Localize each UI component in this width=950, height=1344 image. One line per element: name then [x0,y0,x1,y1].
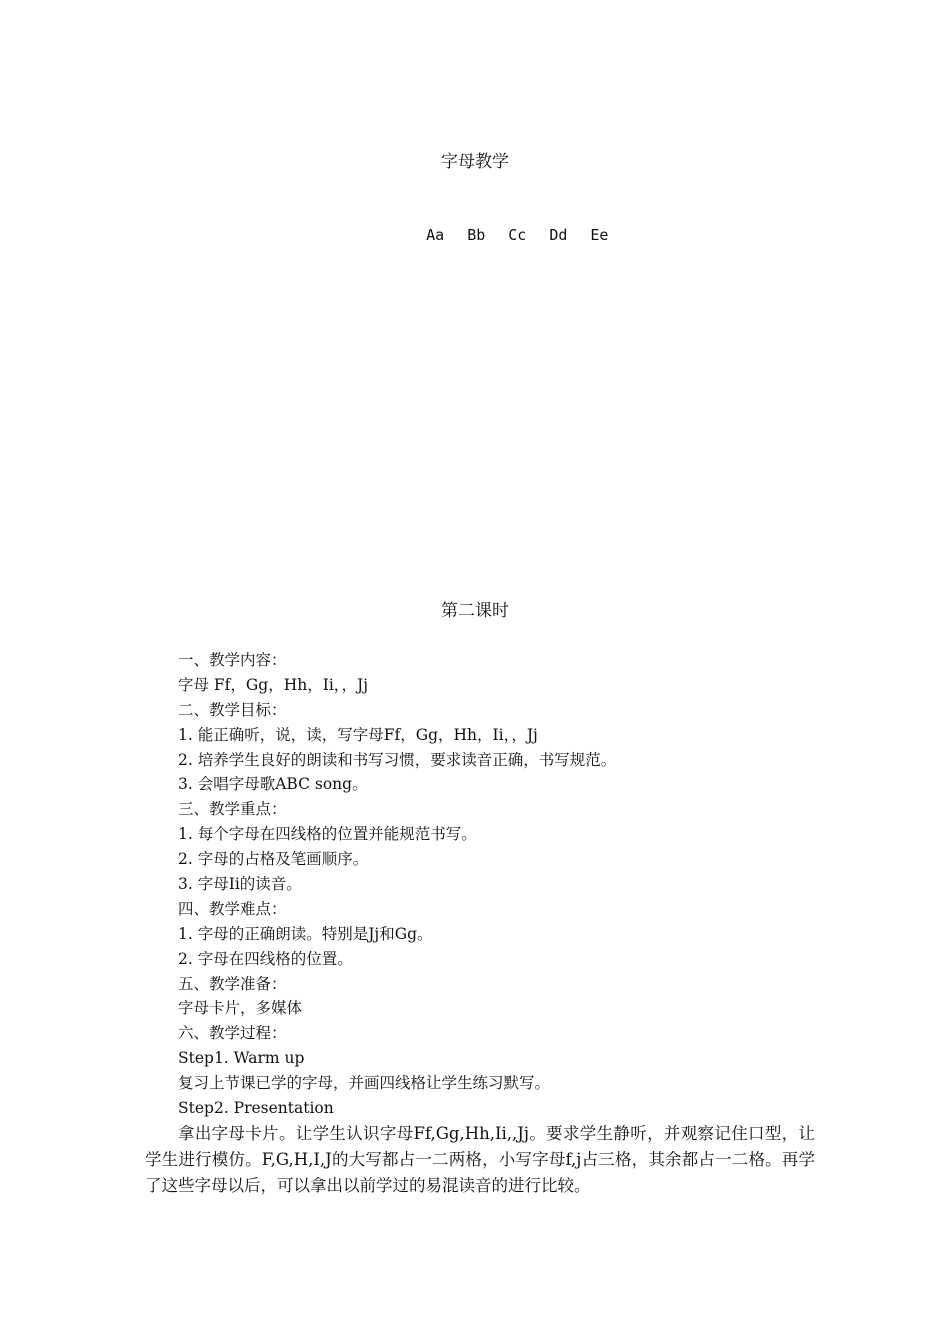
key-point-item: 3. 字母Ii的读音。 [178,875,302,894]
step-text: 复习上节课已学的字母，并画四线格让学生练习默写。 [178,1074,551,1093]
section-heading-goals: 二、教学目标： [178,700,287,719]
key-point-item: 2. 字母的占格及笔画顺序。 [178,850,369,869]
document-title: 字母教学 [441,152,509,172]
letter-pair: Ee [590,226,609,244]
content-line: 字母 Ff，Gg，Hh，Ii，，Jj [178,675,369,694]
letter-list [390,202,608,268]
difficulty-item: 2. 字母在四线格的位置。 [178,949,353,968]
presentation-paragraph: 拿出字母卡片。让学生认识字母Ff,Gg,Hh,Ii,,Jj。要求学生静听，并观察记住口型，让学生进行模仿。F,G,H,I,J的大写都占一二两格，小写字母f,j占三格，其余都占一二格。再学了这些字母以后，可以拿出以前学过的易混读音的进行比较。 [145,1124,815,1195]
preparation-line: 字母卡片，多媒体 [178,999,303,1018]
step-heading: Step1. Warm up [178,1049,305,1068]
section-heading-content: 一、教学内容： [178,651,287,669]
letter-pair: Aa [426,226,445,244]
lesson-title: 第二课时 [441,601,509,621]
key-point-item: 1. 每个字母在四线格的位置并能规范书写。 [178,825,477,844]
step-heading: Step2. Presentation [178,1099,334,1118]
section-heading-difficulties: 四、教学难点： [178,899,287,918]
letter-pair: Dd [549,226,568,244]
section-heading-key-points: 三、教学重点： [178,800,287,819]
section-heading-preparation: 五、教学准备： [178,974,287,993]
goal-item: 2. 培养学生良好的朗读和书写习惯，要求读音正确，书写规范。 [178,750,617,769]
difficulty-item: 1. 字母的正确朗读。特别是Jj和Gg。 [178,924,433,943]
lesson-plan-body [178,648,818,1121]
goal-item: 3. 会唱字母歌ABC song。 [178,775,368,794]
section-heading-process: 六、教学过程： [178,1024,287,1043]
goal-item: 1. 能正确听，说，读，写字母Ff，Gg，Hh，Ii，，Jj [178,725,538,744]
letter-pair: Bb [467,226,486,244]
letter-pair: Cc [508,226,527,244]
